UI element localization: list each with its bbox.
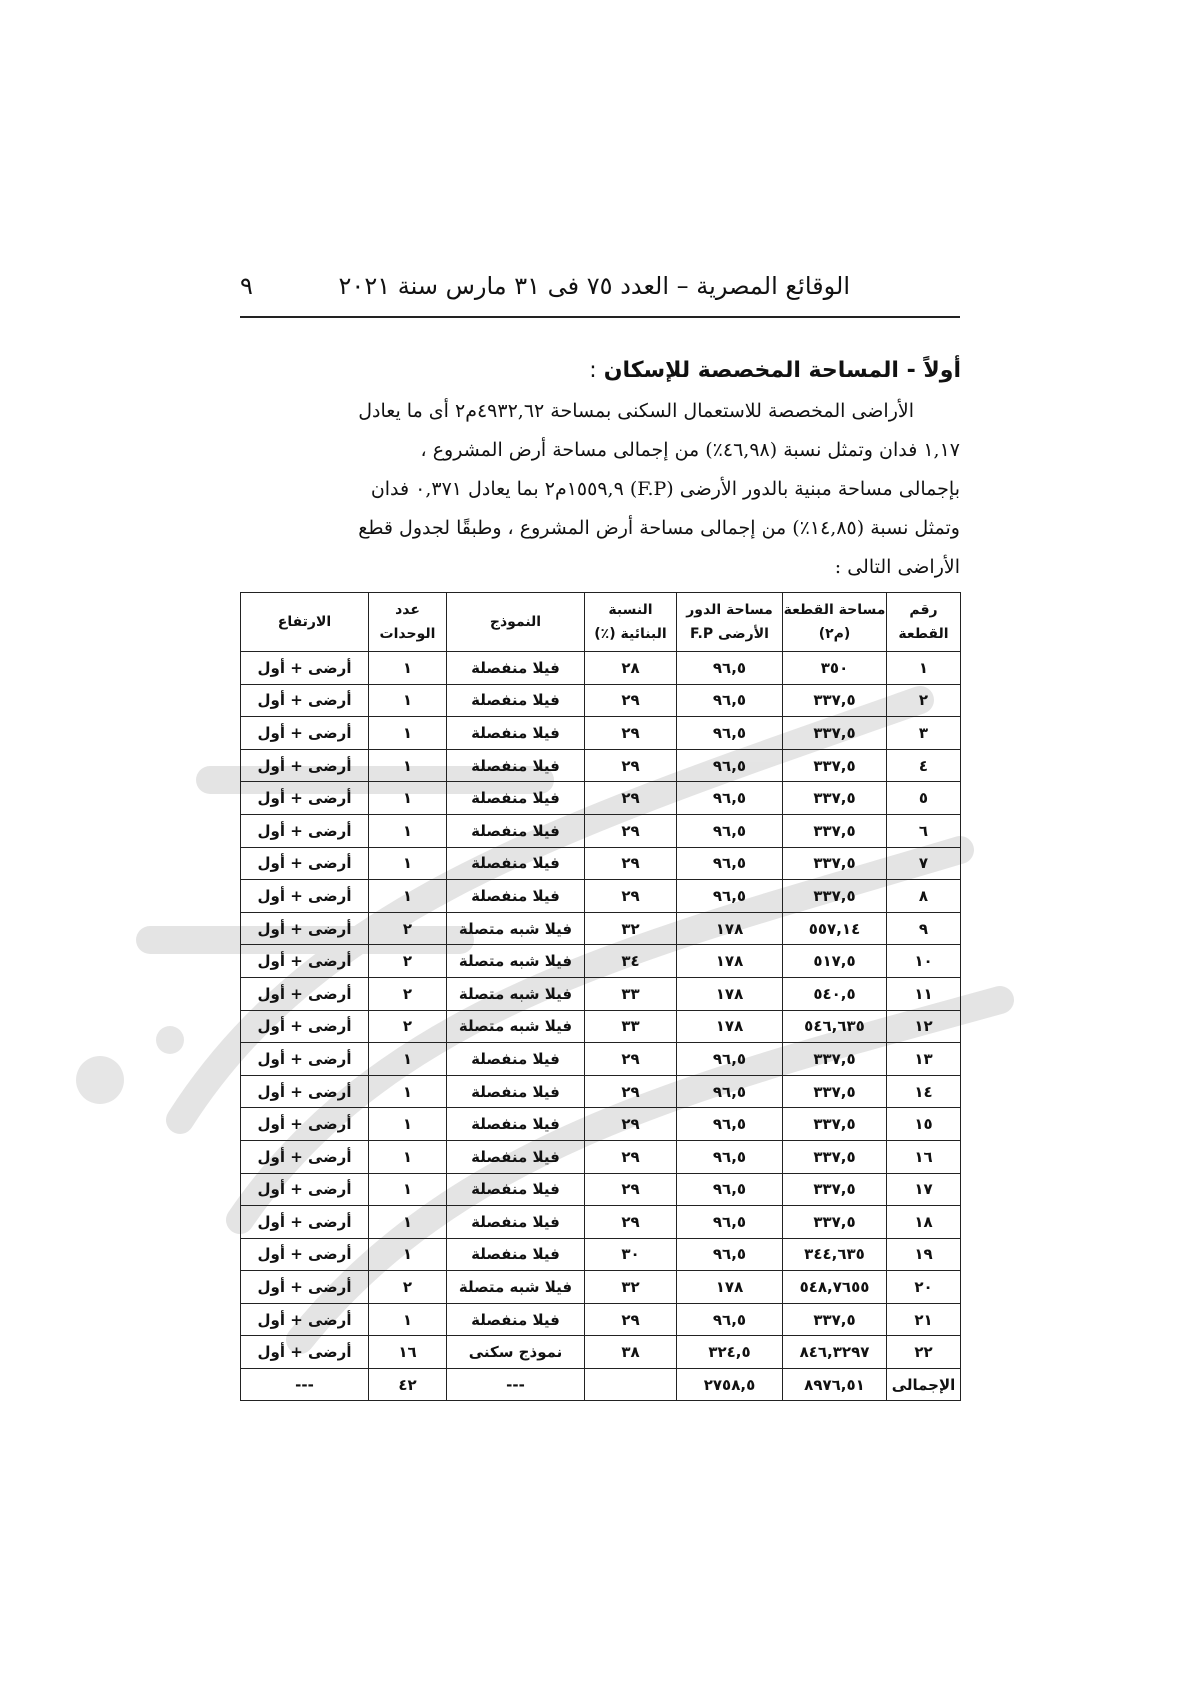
cell-plot-number: ٨ [887, 880, 961, 913]
cell-model: نموذج سكنى [447, 1336, 585, 1369]
cell-building-ratio: ٢٩ [585, 1075, 677, 1108]
cell-units: ١ [369, 1140, 447, 1173]
cell-footprint: ٩٦,٥ [677, 1238, 783, 1271]
cell-footprint: ١٧٨ [677, 1010, 783, 1043]
cell-plot-area: ٣٣٧,٥ [783, 749, 887, 782]
cell-building-ratio: ٢٩ [585, 782, 677, 815]
cell-model: فيلا منفصلة [447, 684, 585, 717]
table-total-row [241, 1369, 961, 1401]
cell-plot-area: ٣٣٧,٥ [783, 717, 887, 750]
cell-model: فيلا منفصلة [447, 1075, 585, 1108]
total-footprint: ٢٧٥٨,٥ [677, 1369, 783, 1401]
cell-footprint: ٩٦,٥ [677, 1206, 783, 1239]
cell-footprint: ٩٦,٥ [677, 1075, 783, 1108]
paragraph-line: وتمثل نسبة (١٤,٨٥٪) من إجمالى مساحة أرض المشروع ، وطبقًا لجدول قطع [358, 517, 960, 539]
cell-model: فيلا شبه متصلة [447, 1010, 585, 1043]
cell-footprint: ٩٦,٥ [677, 880, 783, 913]
cell-height: أرضى + أول [241, 1271, 369, 1304]
cell-height: أرضى + أول [241, 782, 369, 815]
cell-plot-number: ٢٢ [887, 1336, 961, 1369]
cell-plot-area: ٣٣٧,٥ [783, 880, 887, 913]
cell-height: أرضى + أول [241, 1206, 369, 1239]
table-row [241, 814, 961, 847]
cell-building-ratio: ٣٢ [585, 912, 677, 945]
cell-height: أرضى + أول [241, 1108, 369, 1141]
table-row [241, 1075, 961, 1108]
cell-plot-number: ١٥ [887, 1108, 961, 1141]
cell-footprint: ٩٦,٥ [677, 684, 783, 717]
cell-footprint: ٩٦,٥ [677, 847, 783, 880]
cell-plot-area: ٣٣٧,٥ [783, 1206, 887, 1239]
cell-building-ratio: ٢٩ [585, 749, 677, 782]
table-row [241, 1206, 961, 1239]
cell-model: فيلا منفصلة [447, 652, 585, 685]
cell-plot-number: ٢١ [887, 1303, 961, 1336]
table-row [241, 880, 961, 913]
table-row [241, 782, 961, 815]
cell-model: فيلا شبه متصلة [447, 912, 585, 945]
cell-units: ١ [369, 1206, 447, 1239]
cell-model: فيلا شبه متصلة [447, 977, 585, 1010]
cell-building-ratio: ٣٨ [585, 1336, 677, 1369]
cell-height: أرضى + أول [241, 912, 369, 945]
table-row [241, 1238, 961, 1271]
section-heading [589, 358, 961, 383]
cell-plot-area: ٣٣٧,٥ [783, 1303, 887, 1336]
total-plot-area: ٨٩٧٦,٥١ [783, 1369, 887, 1401]
cell-units: ١ [369, 684, 447, 717]
cell-footprint: ٩٦,٥ [677, 782, 783, 815]
cell-units: ١ [369, 880, 447, 913]
cell-plot-number: ٤ [887, 749, 961, 782]
page-number: ٩ [240, 272, 253, 300]
cell-height: أرضى + أول [241, 652, 369, 685]
paragraph-line: ١,١٧ فدان وتمثل نسبة (٤٦,٩٨٪) من إجمالى مساحة أرض المشروع ، [420, 439, 960, 461]
cell-plot-number: ١٠ [887, 945, 961, 978]
cell-plot-area: ٣٣٧,٥ [783, 1075, 887, 1108]
cell-model: فيلا منفصلة [447, 814, 585, 847]
cell-building-ratio: ٣٢ [585, 1271, 677, 1304]
cell-plot-area: ٣٣٧,٥ [783, 1140, 887, 1173]
cell-units: ١ [369, 652, 447, 685]
cell-units: ١ [369, 1173, 447, 1206]
cell-height: أرضى + أول [241, 1075, 369, 1108]
cell-footprint: ٣٢٤,٥ [677, 1336, 783, 1369]
cell-height: أرضى + أول [241, 945, 369, 978]
cell-building-ratio: ٣٠ [585, 1238, 677, 1271]
cell-building-ratio: ٢٩ [585, 814, 677, 847]
total-height: --- [241, 1369, 369, 1401]
cell-units: ١ [369, 717, 447, 750]
cell-model: فيلا منفصلة [447, 1303, 585, 1336]
cell-plot-number: ١٣ [887, 1043, 961, 1076]
section-heading-suffix: : [589, 358, 604, 383]
cell-height: أرضى + أول [241, 1336, 369, 1369]
table-body [241, 652, 961, 1401]
cell-plot-number: ٩ [887, 912, 961, 945]
cell-plot-area: ٥٤٨,٧٦٥٥ [783, 1271, 887, 1304]
cell-plot-area: ٣٣٧,٥ [783, 1108, 887, 1141]
cell-plot-area: ٨٤٦,٣٢٩٧ [783, 1336, 887, 1369]
cell-plot-number: ٦ [887, 814, 961, 847]
cell-units: ١٦ [369, 1336, 447, 1369]
header-model: النموذج [447, 593, 585, 652]
cell-units: ١ [369, 847, 447, 880]
cell-units: ٢ [369, 912, 447, 945]
table-row [241, 717, 961, 750]
cell-building-ratio: ٢٩ [585, 717, 677, 750]
cell-plot-area: ٥٥٧,١٤ [783, 912, 887, 945]
cell-model: فيلا شبه متصلة [447, 1271, 585, 1304]
total-building-ratio [585, 1369, 677, 1401]
table-row [241, 749, 961, 782]
cell-plot-area: ٣٣٧,٥ [783, 847, 887, 880]
cell-plot-number: ١ [887, 652, 961, 685]
table-header-row [241, 593, 961, 652]
cell-plot-number: ٥ [887, 782, 961, 815]
cell-model: فيلا منفصلة [447, 1140, 585, 1173]
cell-model: فيلا منفصلة [447, 782, 585, 815]
table-row [241, 1108, 961, 1141]
cell-units: ٢ [369, 977, 447, 1010]
cell-plot-number: ١٦ [887, 1140, 961, 1173]
cell-plot-area: ٥٤٦,٦٣٥ [783, 1010, 887, 1043]
table-row [241, 652, 961, 685]
page-header [240, 268, 960, 318]
cell-building-ratio: ٢٩ [585, 684, 677, 717]
cell-height: أرضى + أول [241, 1140, 369, 1173]
cell-footprint: ٩٦,٥ [677, 1108, 783, 1141]
cell-building-ratio: ٣٣ [585, 1010, 677, 1043]
cell-units: ١ [369, 1043, 447, 1076]
table-row [241, 977, 961, 1010]
cell-footprint: ٩٦,٥ [677, 1173, 783, 1206]
cell-plot-area: ٣٣٧,٥ [783, 814, 887, 847]
cell-footprint: ٩٦,٥ [677, 749, 783, 782]
cell-plot-number: ١١ [887, 977, 961, 1010]
cell-height: أرضى + أول [241, 1238, 369, 1271]
cell-footprint: ٩٦,٥ [677, 1140, 783, 1173]
cell-units: ٢ [369, 1010, 447, 1043]
cell-units: ١ [369, 1303, 447, 1336]
cell-plot-number: ١٩ [887, 1238, 961, 1271]
cell-footprint: ٩٦,٥ [677, 1303, 783, 1336]
cell-model: فيلا منفصلة [447, 1206, 585, 1239]
cell-building-ratio: ٣٤ [585, 945, 677, 978]
cell-footprint: ٩٦,٥ [677, 814, 783, 847]
cell-plot-number: ٧ [887, 847, 961, 880]
cell-footprint: ١٧٨ [677, 1271, 783, 1304]
cell-building-ratio: ٢٩ [585, 1173, 677, 1206]
cell-footprint: ١٧٨ [677, 945, 783, 978]
header-units: عدد الوحدات [369, 593, 447, 652]
paragraph-line: الأراضى المخصصة للاستعمال السكنى بمساحة ٤٩٣٢,٦٢م٢ أى ما يعادل [358, 400, 914, 422]
cell-plot-number: ٢ [887, 684, 961, 717]
cell-plot-area: ٣٤٤,٦٣٥ [783, 1238, 887, 1271]
cell-units: ١ [369, 1108, 447, 1141]
cell-model: فيلا منفصلة [447, 1043, 585, 1076]
cell-height: أرضى + أول [241, 847, 369, 880]
cell-building-ratio: ٢٩ [585, 1303, 677, 1336]
cell-height: أرضى + أول [241, 717, 369, 750]
table-row [241, 847, 961, 880]
cell-building-ratio: ٢٨ [585, 652, 677, 685]
cell-height: أرضى + أول [241, 814, 369, 847]
cell-model: فيلا منفصلة [447, 749, 585, 782]
table-row [241, 945, 961, 978]
paragraph-line: الأراضى التالى : [834, 556, 960, 578]
cell-plot-area: ٣٣٧,٥ [783, 684, 887, 717]
section-heading-bold: أولاً - المساحة المخصصة للإسكان [603, 358, 961, 383]
cell-height: أرضى + أول [241, 749, 369, 782]
cell-plot-area: ٣٣٧,٥ [783, 1043, 887, 1076]
header-footprint: مساحة الدور الأرضى F.P [677, 593, 783, 652]
table-row [241, 684, 961, 717]
cell-plot-area: ٥٤٠,٥ [783, 977, 887, 1010]
total-units: ٤٢ [369, 1369, 447, 1401]
cell-model: فيلا منفصلة [447, 847, 585, 880]
cell-plot-area: ٥١٧,٥ [783, 945, 887, 978]
plots-table [240, 592, 961, 1401]
cell-model: فيلا شبه متصلة [447, 945, 585, 978]
body-paragraph [240, 392, 960, 587]
cell-height: أرضى + أول [241, 1010, 369, 1043]
table-row [241, 1010, 961, 1043]
table-row [241, 1271, 961, 1304]
table-row [241, 1303, 961, 1336]
cell-height: أرضى + أول [241, 684, 369, 717]
cell-units: ١ [369, 814, 447, 847]
cell-building-ratio: ٣٣ [585, 977, 677, 1010]
header-height: الارتفاع [241, 593, 369, 652]
cell-footprint: ١٧٨ [677, 977, 783, 1010]
cell-model: فيلا منفصلة [447, 717, 585, 750]
header-plot-number: رقم القطعة [887, 593, 961, 652]
cell-model: فيلا منفصلة [447, 880, 585, 913]
cell-model: فيلا منفصلة [447, 1108, 585, 1141]
cell-plot-area: ٣٥٠ [783, 652, 887, 685]
cell-units: ٢ [369, 1271, 447, 1304]
cell-plot-number: ٣ [887, 717, 961, 750]
cell-model: فيلا منفصلة [447, 1173, 585, 1206]
cell-model: فيلا منفصلة [447, 1238, 585, 1271]
table-row [241, 912, 961, 945]
cell-plot-area: ٣٣٧,٥ [783, 782, 887, 815]
cell-footprint: ٩٦,٥ [677, 1043, 783, 1076]
paragraph-line: بإجمالى مساحة مبنية بالدور الأرضى (F.P) ١٥٥٩,٩م٢ بما يعادل ٠,٣٧١ فدان [370, 478, 960, 500]
cell-height: أرضى + أول [241, 1043, 369, 1076]
cell-building-ratio: ٢٩ [585, 1206, 677, 1239]
cell-building-ratio: ٢٩ [585, 847, 677, 880]
cell-building-ratio: ٢٩ [585, 1043, 677, 1076]
total-plot-number: الإجمالى [887, 1369, 961, 1401]
cell-footprint: ١٧٨ [677, 912, 783, 945]
cell-units: ١ [369, 749, 447, 782]
cell-height: أرضى + أول [241, 880, 369, 913]
cell-footprint: ٩٦,٥ [677, 717, 783, 750]
cell-units: ٢ [369, 945, 447, 978]
cell-plot-number: ١٧ [887, 1173, 961, 1206]
table-row [241, 1140, 961, 1173]
cell-units: ١ [369, 1238, 447, 1271]
cell-height: أرضى + أول [241, 1303, 369, 1336]
total-model: --- [447, 1369, 585, 1401]
cell-units: ١ [369, 1075, 447, 1108]
cell-plot-area: ٣٣٧,٥ [783, 1173, 887, 1206]
header-building-ratio: النسبة البنائية (٪) [585, 593, 677, 652]
cell-height: أرضى + أول [241, 977, 369, 1010]
header-title: الوقائع المصرية – العدد ٧٥ فى ٣١ مارس سنة ٢٠٢١ [338, 272, 850, 300]
header-plot-area: مساحة القطعة (م٢) [783, 593, 887, 652]
cell-plot-number: ١٢ [887, 1010, 961, 1043]
cell-building-ratio: ٢٩ [585, 880, 677, 913]
cell-plot-number: ١٨ [887, 1206, 961, 1239]
cell-building-ratio: ٢٩ [585, 1108, 677, 1141]
cell-height: أرضى + أول [241, 1173, 369, 1206]
cell-building-ratio: ٢٩ [585, 1140, 677, 1173]
table-row [241, 1173, 961, 1206]
table-row [241, 1043, 961, 1076]
cell-plot-number: ١٤ [887, 1075, 961, 1108]
cell-footprint: ٩٦,٥ [677, 652, 783, 685]
table-row [241, 1336, 961, 1369]
cell-plot-number: ٢٠ [887, 1271, 961, 1304]
cell-units: ١ [369, 782, 447, 815]
